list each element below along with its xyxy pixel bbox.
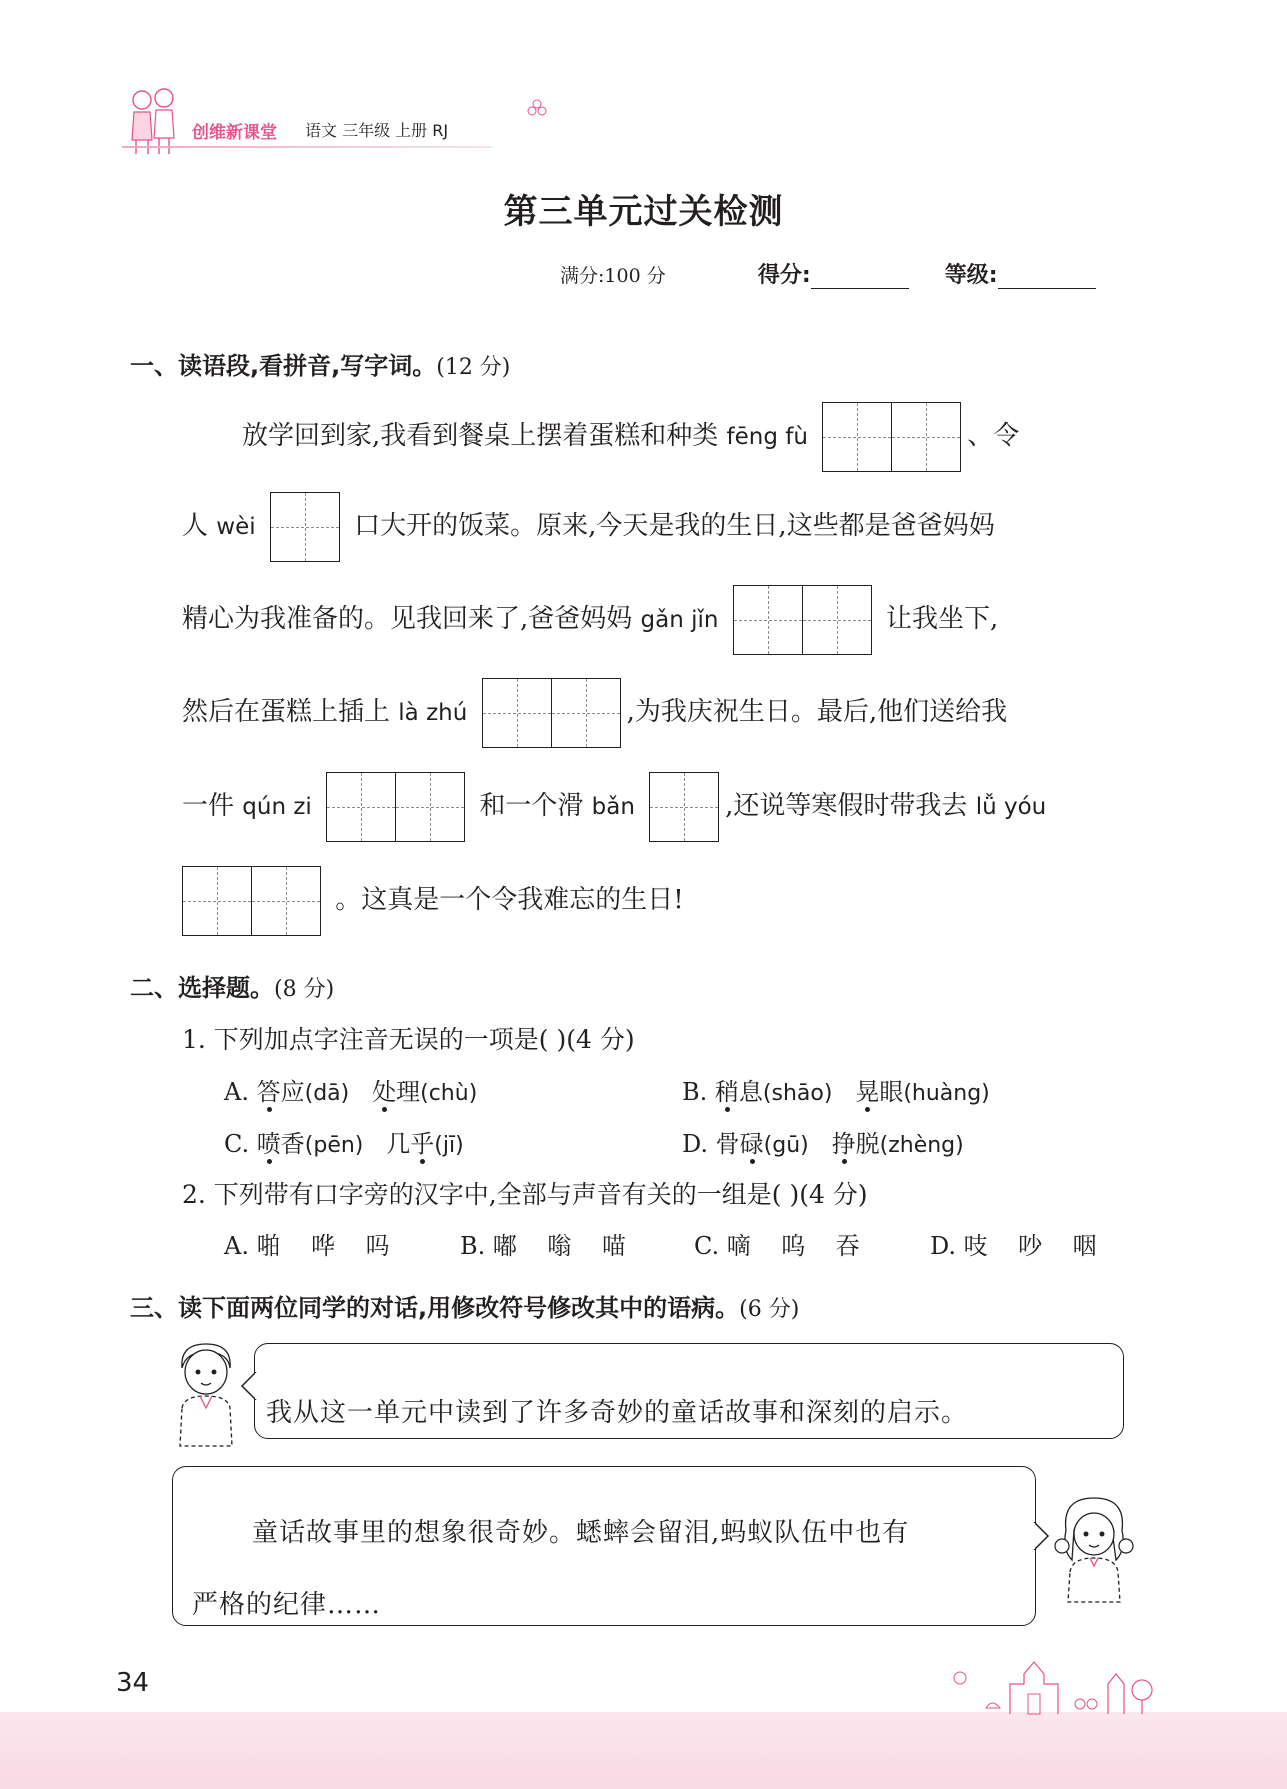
- pinyin: bǎn: [591, 794, 635, 820]
- char: 几: [386, 1130, 411, 1158]
- dotted-char: 晃: [855, 1078, 880, 1106]
- option-label: A.: [224, 1078, 249, 1106]
- passage-text: 让我坐下,: [886, 604, 999, 634]
- q1-option-a[interactable]: [224, 1072, 477, 1107]
- grade-blank[interactable]: [998, 268, 1096, 289]
- passage-text: 放学回到家,我看到餐桌上摆着蛋糕和种类: [242, 421, 719, 451]
- dotted-char: 处: [372, 1078, 397, 1106]
- pinyin: (huàng): [903, 1081, 990, 1106]
- section1-title: 一、读语段,看拼音,写字词。: [130, 352, 437, 380]
- q1-option-c[interactable]: [224, 1124, 464, 1159]
- girl-speech-text-line2: 严格的纪律……: [192, 1590, 382, 1620]
- boy-illustration: [168, 1338, 246, 1448]
- passage-text: 口大开的饭菜。原来,今天是我的生日,这些都是爸爸妈妈: [354, 511, 995, 541]
- section2-points: (8 分): [274, 977, 335, 1002]
- answer-grid[interactable]: [182, 866, 321, 936]
- char: 应: [280, 1078, 305, 1106]
- passage-text: 人: [182, 511, 209, 541]
- answer-grid[interactable]: [822, 402, 961, 472]
- score-label: 得分:: [757, 263, 811, 288]
- option-label: D.: [682, 1130, 709, 1158]
- q2-option-a[interactable]: A. 啪 哗 吗: [224, 1232, 390, 1260]
- answer-grid[interactable]: [270, 492, 340, 562]
- question-1-stem: 1. 下列加点字注音无误的一项是( )(4 分): [182, 1025, 635, 1054]
- pinyin: (gū): [763, 1133, 809, 1158]
- passage-line-2: [182, 490, 995, 562]
- pinyin: (jī): [434, 1133, 464, 1158]
- section1-points: (12 分): [436, 355, 511, 380]
- passage-text: 精心为我准备的。见我回来了,爸爸妈妈: [182, 604, 633, 634]
- girl-illustration: [1052, 1490, 1136, 1604]
- dotted-char: 喷: [256, 1130, 281, 1158]
- dotted-char: 稍: [714, 1078, 739, 1106]
- book-subject: 语文 三年级 上册 RJ: [305, 121, 449, 140]
- section3-points: (6 分): [739, 1297, 800, 1322]
- answer-grid[interactable]: [649, 772, 719, 842]
- section2-title: 二、选择题。: [130, 974, 274, 1002]
- castle-decoration: [930, 1648, 1170, 1718]
- passage-line-6: [176, 864, 684, 936]
- footer-band: [0, 1712, 1287, 1789]
- passage-text: 。这真是一个令我难忘的生日!: [335, 885, 684, 915]
- dotted-char: 碌: [739, 1130, 764, 1158]
- answer-grid[interactable]: [482, 678, 621, 748]
- score-row: [560, 258, 1096, 289]
- section2-heading: [130, 968, 334, 1003]
- girl-speech-text-line1: 童话故事里的想象很奇妙。蟋蟀会留泪,蚂蚁队伍中也有: [252, 1518, 910, 1548]
- option-label: C.: [224, 1130, 250, 1158]
- boy-speech-text: 我从这一单元中读到了许多奇妙的童话故事和深刻的启示。: [266, 1398, 969, 1428]
- passage-text: 一件: [182, 791, 235, 821]
- q2-option-c[interactable]: C. 嘀 呜 吞: [694, 1232, 860, 1260]
- dotted-char: 乎: [410, 1130, 435, 1158]
- grade-label: 等级:: [944, 263, 998, 288]
- page-title: 第三单元过关检测: [503, 192, 784, 232]
- pinyin: (chù): [420, 1081, 478, 1106]
- char: 眼: [879, 1078, 904, 1106]
- bubble-tail-right: [1032, 1522, 1050, 1550]
- pinyin: (dā): [304, 1081, 350, 1106]
- passage-text: ,为我庆祝生日。最后,他们送给我: [626, 697, 1008, 727]
- score-blank[interactable]: [811, 268, 909, 289]
- char: 理: [396, 1078, 421, 1106]
- section3-heading: [130, 1288, 799, 1323]
- char: 香: [280, 1130, 305, 1158]
- pinyin: (pēn): [304, 1133, 364, 1158]
- q1-option-d[interactable]: [682, 1124, 964, 1159]
- full-marks: 满分:100 分: [560, 265, 666, 287]
- flower-icon: [526, 98, 548, 120]
- passage-line-5: [182, 770, 1046, 842]
- pinyin: qún zi: [242, 794, 312, 820]
- q2-option-d[interactable]: D. 吱 吵 咽: [930, 1232, 1097, 1260]
- q1-option-b[interactable]: [682, 1072, 990, 1107]
- option-label: B.: [682, 1078, 708, 1106]
- pinyin: fēng fù: [726, 424, 808, 450]
- bubble-tail-left: [240, 1372, 258, 1400]
- section1-heading: [130, 346, 510, 381]
- dotted-char: 挣: [831, 1130, 856, 1158]
- pinyin: (zhèng): [879, 1133, 964, 1158]
- section3-title: 三、读下面两位同学的对话,用修改符号修改其中的语病。: [130, 1294, 740, 1322]
- pinyin: gǎn jǐn: [640, 607, 719, 633]
- dotted-char: 答: [256, 1078, 281, 1106]
- brand-name: 创维新课堂: [192, 123, 277, 143]
- passage-text: ,还说等寒假时带我去: [725, 791, 968, 821]
- pinyin: (shāo): [762, 1081, 833, 1106]
- passage-text: 和一个滑: [479, 791, 584, 821]
- pinyin: là zhú: [398, 700, 468, 726]
- question-2-stem: 2. 下列带有口字旁的汉字中,全部与声音有关的一组是( )(4 分): [182, 1180, 868, 1209]
- char: 骨: [715, 1130, 740, 1158]
- pinyin: wèi: [216, 514, 256, 540]
- passage-text: 然后在蛋糕上插上: [182, 697, 391, 727]
- char: 息: [738, 1078, 763, 1106]
- answer-grid[interactable]: [326, 772, 465, 842]
- q2-option-b[interactable]: B. 嘟 嗡 喵: [460, 1232, 626, 1260]
- char: 脱: [855, 1130, 880, 1158]
- header-divider: [122, 146, 492, 148]
- passage-line-3: [182, 583, 998, 655]
- passage-text: 、令: [967, 421, 1020, 451]
- answer-grid[interactable]: [733, 585, 872, 655]
- passage-line-4: [182, 676, 1007, 748]
- page-number: 34: [116, 1668, 150, 1698]
- pinyin: lǚ yóu: [975, 794, 1047, 820]
- passage-line-1: [242, 400, 1019, 472]
